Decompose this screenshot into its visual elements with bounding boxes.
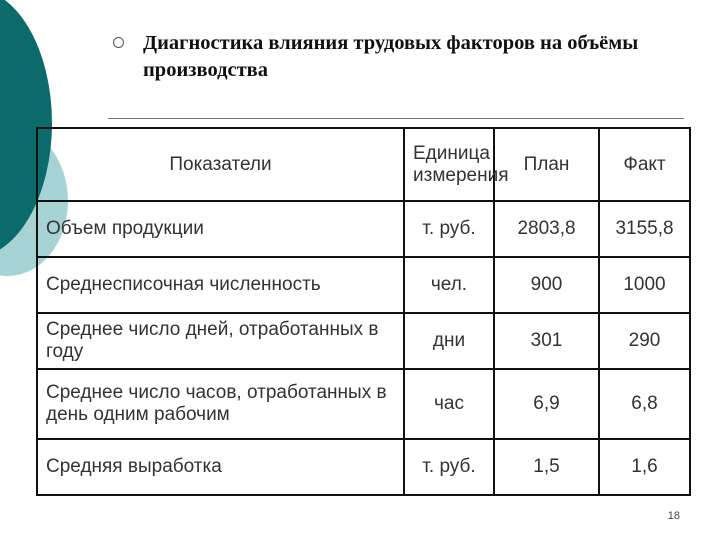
cell-plan: 1,5 [494, 439, 599, 495]
cell-fact: 1,6 [599, 439, 690, 495]
cell-indicator: Среднее число часов, отработанных в день одним рабочим [37, 369, 404, 439]
cell-unit: дни [404, 313, 494, 369]
cell-plan: 6,9 [494, 369, 599, 439]
cell-unit: чел. [404, 257, 494, 313]
cell-fact: 6,8 [599, 369, 690, 439]
cell-indicator: Среднее число дней, отработанных в году [37, 313, 404, 369]
slide-title: Диагностика влияния трудовых факторов на объёмы производства [143, 32, 639, 81]
cell-plan: 301 [494, 313, 599, 369]
cell-unit: т. руб. [404, 439, 494, 495]
table-row [37, 439, 690, 495]
cell-indicator: Средняя выработка [37, 439, 404, 495]
header-plan: План [494, 128, 599, 201]
cell-indicator: Среднесписочная численность [37, 257, 404, 313]
header-unit: Единица измерения [404, 128, 494, 201]
table-row [37, 313, 690, 369]
cell-plan: 900 [494, 257, 599, 313]
cell-fact: 1000 [599, 257, 690, 313]
cell-unit: т. руб. [404, 201, 494, 257]
table-row [37, 257, 690, 313]
header-fact: Факт [599, 128, 690, 201]
title-divider [108, 118, 684, 119]
header-indicator: Показатели [37, 128, 404, 201]
cell-fact: 290 [599, 313, 690, 369]
table-row [37, 369, 690, 439]
table-header-row [37, 128, 690, 201]
slide-number: 18 [667, 510, 680, 522]
cell-fact: 3155,8 [599, 201, 690, 257]
indicators-table [36, 127, 691, 496]
cell-indicator: Объем продукции [37, 201, 404, 257]
cell-unit: час [404, 369, 494, 439]
cell-plan: 2803,8 [494, 201, 599, 257]
bullet-icon [113, 37, 124, 48]
table-row [37, 201, 690, 257]
